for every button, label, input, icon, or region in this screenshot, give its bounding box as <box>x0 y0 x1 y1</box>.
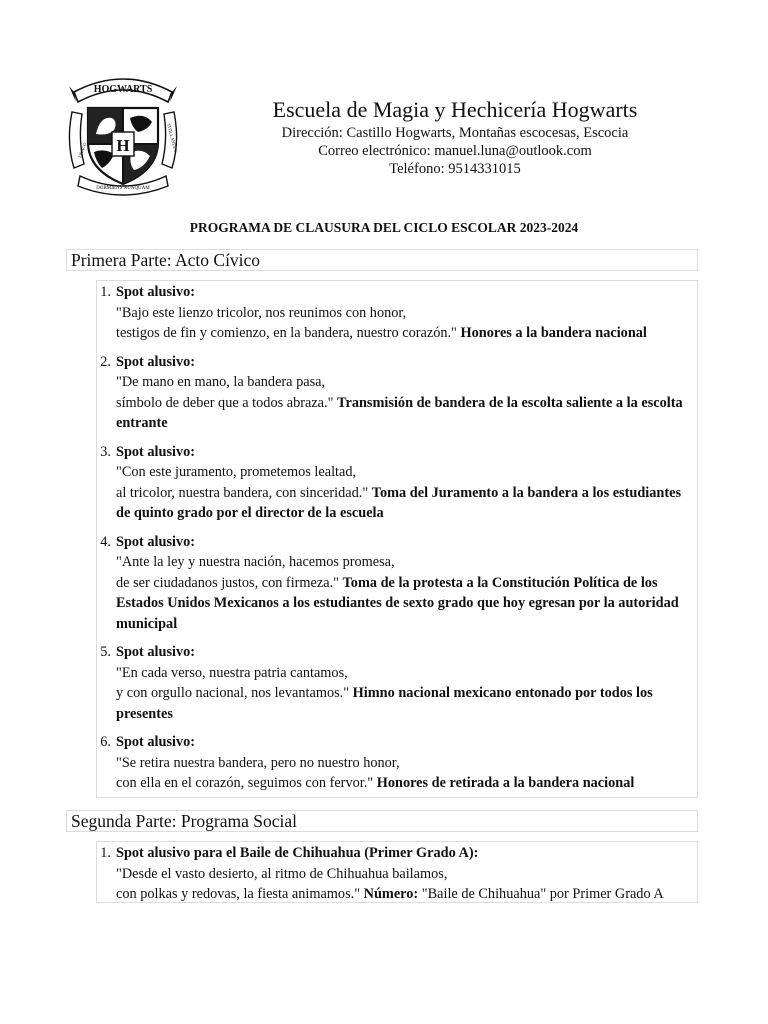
section-header-primera-parte: Primera Parte: Acto Cívico <box>66 249 698 271</box>
item-action: Himno nacional mexicano entonado por todos los presentes <box>116 685 653 722</box>
item-action: Toma de la protesta a la Constitución Política de los Estados Unidos Mexicanos a los estudiantes de sexto grado que hoy egresan por la autoridad municipal <box>116 574 679 632</box>
item-verse-line: símbolo de deber que a todos abraza." <box>116 394 334 411</box>
school-email: Correo electrónico: manuel.luna@outlook.com <box>318 143 592 159</box>
hogwarts-crest-logo <box>68 72 178 198</box>
item-verse-line: testigos de fin y comienzo, en la bandera, nuestro corazón." <box>116 325 457 341</box>
list-item <box>97 642 697 724</box>
list-item <box>97 532 697 635</box>
svg-text:H: H <box>116 136 130 155</box>
section-list-programa-social <box>96 841 698 903</box>
item-label: Spot alusivo: <box>116 443 196 460</box>
list-item <box>97 352 697 434</box>
item-number: 1. <box>100 845 111 861</box>
item-verse-line: y con orgullo nacional, nos levantamos." <box>116 685 350 701</box>
school-phone: Teléfono: 9514331015 <box>389 161 521 177</box>
item-verse-line: "Bajo este lienzo tricolor, nos reunimos con honor, <box>116 304 407 321</box>
item-action: Honores de retirada a la bandera nacional <box>376 775 635 791</box>
item-number: 3. <box>100 443 111 460</box>
svg-text:DRACO: DRACO <box>77 141 88 159</box>
item-verse-line: "Se retira nuestra bandera, pero no nuestro honor, <box>116 754 400 771</box>
item-number: 4. <box>100 533 111 550</box>
item-action: Honores a la bandera nacional <box>460 325 647 341</box>
item-label: Spot alusivo para el Baile de Chihuahua (Primer Grado A): <box>116 845 479 861</box>
program-title: PROGRAMA DE CLAUSURA DEL CICLO ESCOLAR 2023-2024 <box>189 220 579 235</box>
school-name: Escuela de Magia y Hechicería Hogwarts <box>272 97 638 122</box>
item-label: Spot alusivo: <box>116 734 196 750</box>
item-label: Spot alusivo: <box>116 284 196 300</box>
item-verse-line: "En cada verso, nuestra patria cantamos, <box>116 664 348 681</box>
item-verse-line: de ser ciudadanos justos, con firmeza." <box>116 574 339 591</box>
item-label: Spot alusivo: <box>116 353 196 370</box>
list-item <box>97 442 697 524</box>
item-verse-line: "De mano en mano, la bandera pasa, <box>116 374 326 390</box>
item-label: Spot alusivo: <box>116 644 196 660</box>
svg-text:TITILLANDUS: TITILLANDUS <box>166 122 178 153</box>
school-address: Dirección: Castillo Hogwarts, Montañas escocesas, Escocia <box>281 125 629 141</box>
list-item <box>97 282 697 344</box>
item-verse-line: con ella en el corazón, seguimos con fervor." <box>116 775 374 791</box>
item-verse-line: al tricolor, nuestra bandera, con sinceridad." <box>116 484 369 501</box>
item-verse-line: "Con este juramento, prometemos lealtad, <box>116 464 357 480</box>
svg-text:DORMIENS NUNQUAM: DORMIENS NUNQUAM <box>96 186 150 191</box>
item-label: Spot alusivo: <box>116 533 196 550</box>
item-number: 2. <box>100 353 111 370</box>
item-number-label: Número: <box>363 886 419 902</box>
item-number: 1. <box>100 284 111 300</box>
item-number: 6. <box>100 734 111 750</box>
section-list-acto-civico <box>96 280 698 798</box>
list-item <box>97 732 697 794</box>
section-header-segunda-parte: Segunda Parte: Programa Social <box>66 810 698 832</box>
school-header <box>200 96 710 178</box>
item-action: Transmisión de bandera de la escolta saliente a la escolta entrante <box>116 394 683 431</box>
list-item <box>97 843 697 905</box>
svg-text:HOGWARTS: HOGWARTS <box>93 84 153 95</box>
item-verse-line: "Ante la ley y nuestra nación, hacemos promesa, <box>116 554 395 570</box>
item-number-value: "Baile de Chihuahua" por Primer Grado A <box>421 886 664 902</box>
item-action: Toma del Juramento a la bandera a los estudiantes de quinto grado por el director de la escuela <box>116 484 682 521</box>
item-number: 5. <box>100 644 111 660</box>
item-verse-line: "Desde el vasto desierto, al ritmo de Chihuahua bailamos, <box>116 865 448 882</box>
item-verse-line: con polkas y redovas, la fiesta animamos." <box>116 886 361 902</box>
